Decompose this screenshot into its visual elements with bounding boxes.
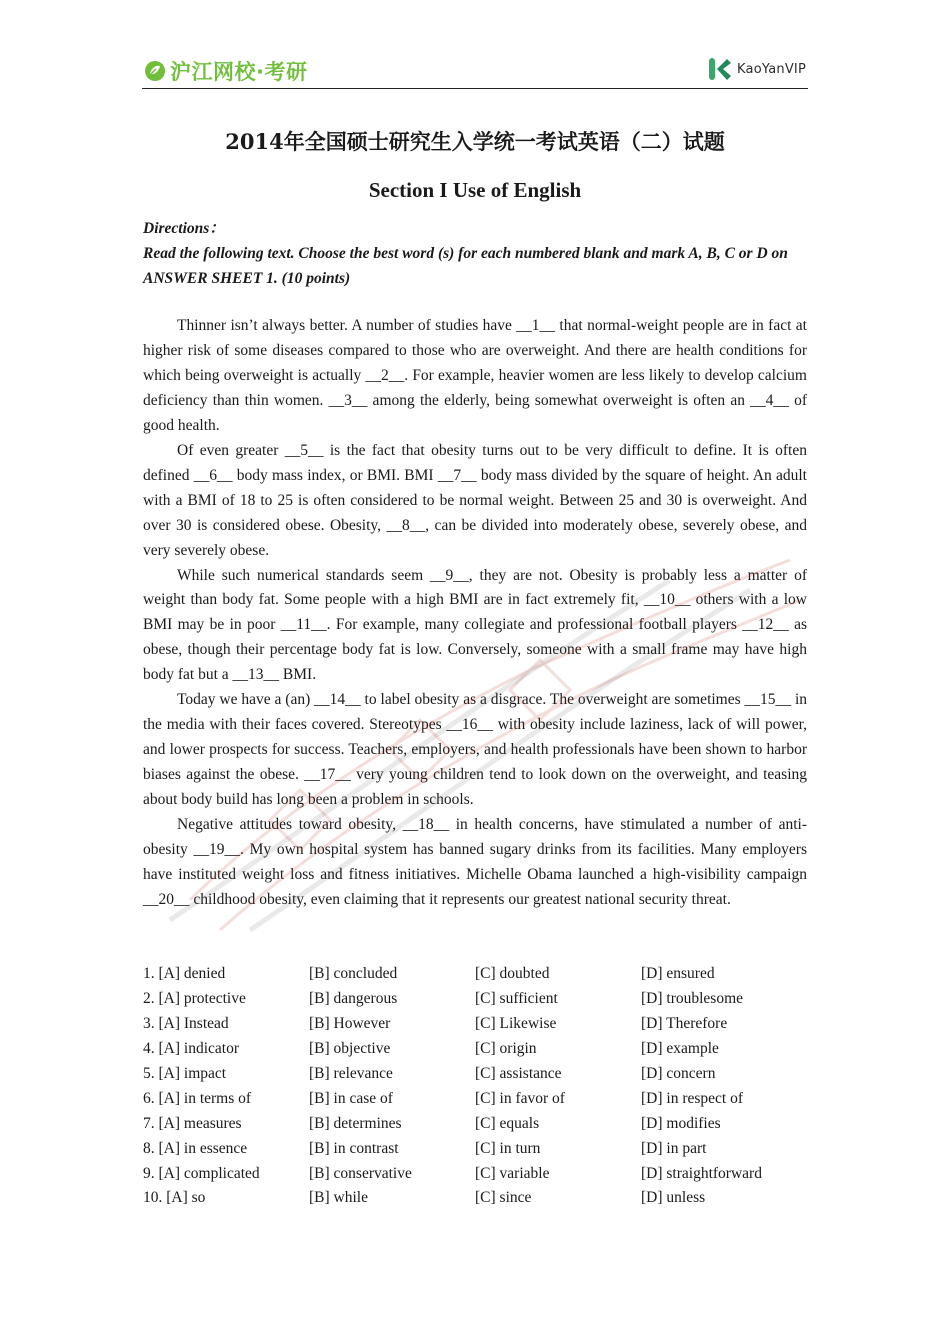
option-a: 5. [A] impact xyxy=(143,1064,227,1082)
directions-label: Directions： xyxy=(143,220,225,237)
option-b: [B] conservative xyxy=(309,1164,412,1182)
option-row xyxy=(143,1162,807,1187)
option-row xyxy=(143,1137,807,1162)
option-a: 8. [A] in essence xyxy=(143,1139,248,1157)
option-b: [B] while xyxy=(309,1189,368,1207)
option-row xyxy=(143,1186,807,1211)
option-c: [C] equals xyxy=(475,1114,540,1132)
option-a: 7. [A] measures xyxy=(143,1114,242,1132)
page-header xyxy=(142,52,808,89)
passage-paragraph: Today we have a (an) __14__ to label obesity as a disgrace. The overweight are sometimes __15__ in the media with their faces covered. Stereotypes __16__ with obesity include laziness, lack of will power, and lower prospects for success. Teachers, employers, and health professionals have been shown to harbor biases against the obese. __17__ very young children tend to look down on the overweight, and teasing about body build has long been a problem in schools. xyxy=(143,691,807,809)
option-a: 6. [A] in terms of xyxy=(143,1089,252,1107)
option-d: [D] in respect of xyxy=(641,1089,743,1107)
reading-passage xyxy=(143,314,807,913)
option-d: [D] example xyxy=(641,1039,719,1057)
passage-paragraph: Thinner isn’t always better. A number of studies have __1__ that normal-weight people are in fact at higher risk of some diseases compared to those who are overweight. And there are health conditions for which being overweight is actually __2__. For example, heavier women are less likely to develop calcium deficiency than thin women. __3__ among the elderly, being somewhat overweight is often an __4__ of good health. xyxy=(143,317,807,434)
option-b: [B] dangerous xyxy=(309,989,398,1007)
kaoyanvip-logo-text: KaoYanVIP xyxy=(737,61,806,77)
option-row xyxy=(143,1037,807,1062)
section-title: Section I Use of English xyxy=(368,178,582,202)
option-d: [D] ensured xyxy=(641,965,715,982)
option-c: [C] doubted xyxy=(475,965,550,982)
hujiang-logo xyxy=(144,56,307,86)
option-d: [D] Therefore xyxy=(641,1014,728,1032)
option-d: [D] in part xyxy=(641,1139,707,1157)
option-row xyxy=(143,987,807,1012)
leaf-icon xyxy=(144,60,166,82)
option-b: [B] relevance xyxy=(309,1064,393,1082)
k-logo-icon xyxy=(707,56,733,82)
directions-text: Read the following text. Choose the best word (s) for each numbered blank and mark A, B, C or D on ANSWER SHEET 1. (10 points) xyxy=(143,245,788,287)
passage-paragraph: Negative attitudes toward obesity, __18__ in health concerns, have stimulated a number of anti-obesity __19__. My own hospital system has banned sugary drinks from its facilities. Many employers have instituted weight loss and fitness initiatives. Michelle Obama launched a high-visibility campaign __20__ childhood obesity, even claiming that it represents our greatest national security threat. xyxy=(143,816,807,908)
option-d: [D] concern xyxy=(641,1064,716,1082)
answer-options xyxy=(143,962,807,1211)
option-row xyxy=(143,1012,807,1037)
option-c: [C] Likewise xyxy=(475,1014,557,1032)
option-a: 1. [A] denied xyxy=(143,965,226,982)
option-row xyxy=(143,962,807,987)
option-b: [B] However xyxy=(309,1014,391,1032)
exam-title: 2014年全国硕士研究生入学统一考试英语（二）试题 xyxy=(225,129,725,154)
option-a: 3. [A] Instead xyxy=(143,1014,229,1032)
hujiang-logo-text: 沪江网校·考研 xyxy=(170,60,308,84)
option-d: [D] straightforward xyxy=(641,1164,762,1182)
option-c: [C] variable xyxy=(475,1164,550,1182)
option-c: [C] in favor of xyxy=(475,1089,565,1107)
option-c: [C] assistance xyxy=(475,1064,562,1082)
option-b: [B] determines xyxy=(309,1114,402,1132)
option-c: [C] since xyxy=(475,1189,532,1207)
option-a: 4. [A] indicator xyxy=(143,1039,239,1057)
option-a: 2. [A] protective xyxy=(143,989,246,1007)
option-a: 9. [A] complicated xyxy=(143,1164,260,1182)
option-d: [D] unless xyxy=(641,1189,706,1207)
passage-paragraph: Of even greater __5__ is the fact that obesity turns out to be very difficult to define. It is often defined __6__ body mass index, or BMI. BMI __7__ body mass divided by the square of height. An adult with a BMI of 18 to 25 is often considered to be normal weight. Between 25 and 30 is overweight. And over 30 is considered obese. Obesity, __8__, can be divided into moderately obese, severely obese, and very severely obese. xyxy=(143,441,807,559)
option-c: [C] origin xyxy=(475,1039,537,1057)
option-d: [D] modifies xyxy=(641,1114,721,1132)
option-b: [B] concluded xyxy=(309,965,398,982)
kaoyanvip-logo xyxy=(707,56,806,82)
passage-paragraph: While such numerical standards seem __9__, they are not. Obesity is probably less a matter of weight than body fat. Some people with a high BMI are in fact extremely fit, __10__ others with a low BMI may be in poor __11__. For example, many collegiate and professional football players __12__ as obese, though their percentage body fat is low. Conversely, someone with a small frame may have high body fat but a __13__ BMI. xyxy=(143,566,807,684)
option-d: [D] troublesome xyxy=(641,989,744,1007)
option-b: [B] in contrast xyxy=(309,1139,399,1157)
option-row xyxy=(143,1112,807,1137)
option-b: [B] in case of xyxy=(309,1089,393,1107)
option-c: [C] sufficient xyxy=(475,989,558,1007)
option-row xyxy=(143,1062,807,1087)
option-row xyxy=(143,1087,807,1112)
directions xyxy=(143,216,807,291)
option-c: [C] in turn xyxy=(475,1139,541,1157)
option-b: [B] objective xyxy=(309,1039,391,1057)
option-a: 10. [A] so xyxy=(143,1189,206,1207)
